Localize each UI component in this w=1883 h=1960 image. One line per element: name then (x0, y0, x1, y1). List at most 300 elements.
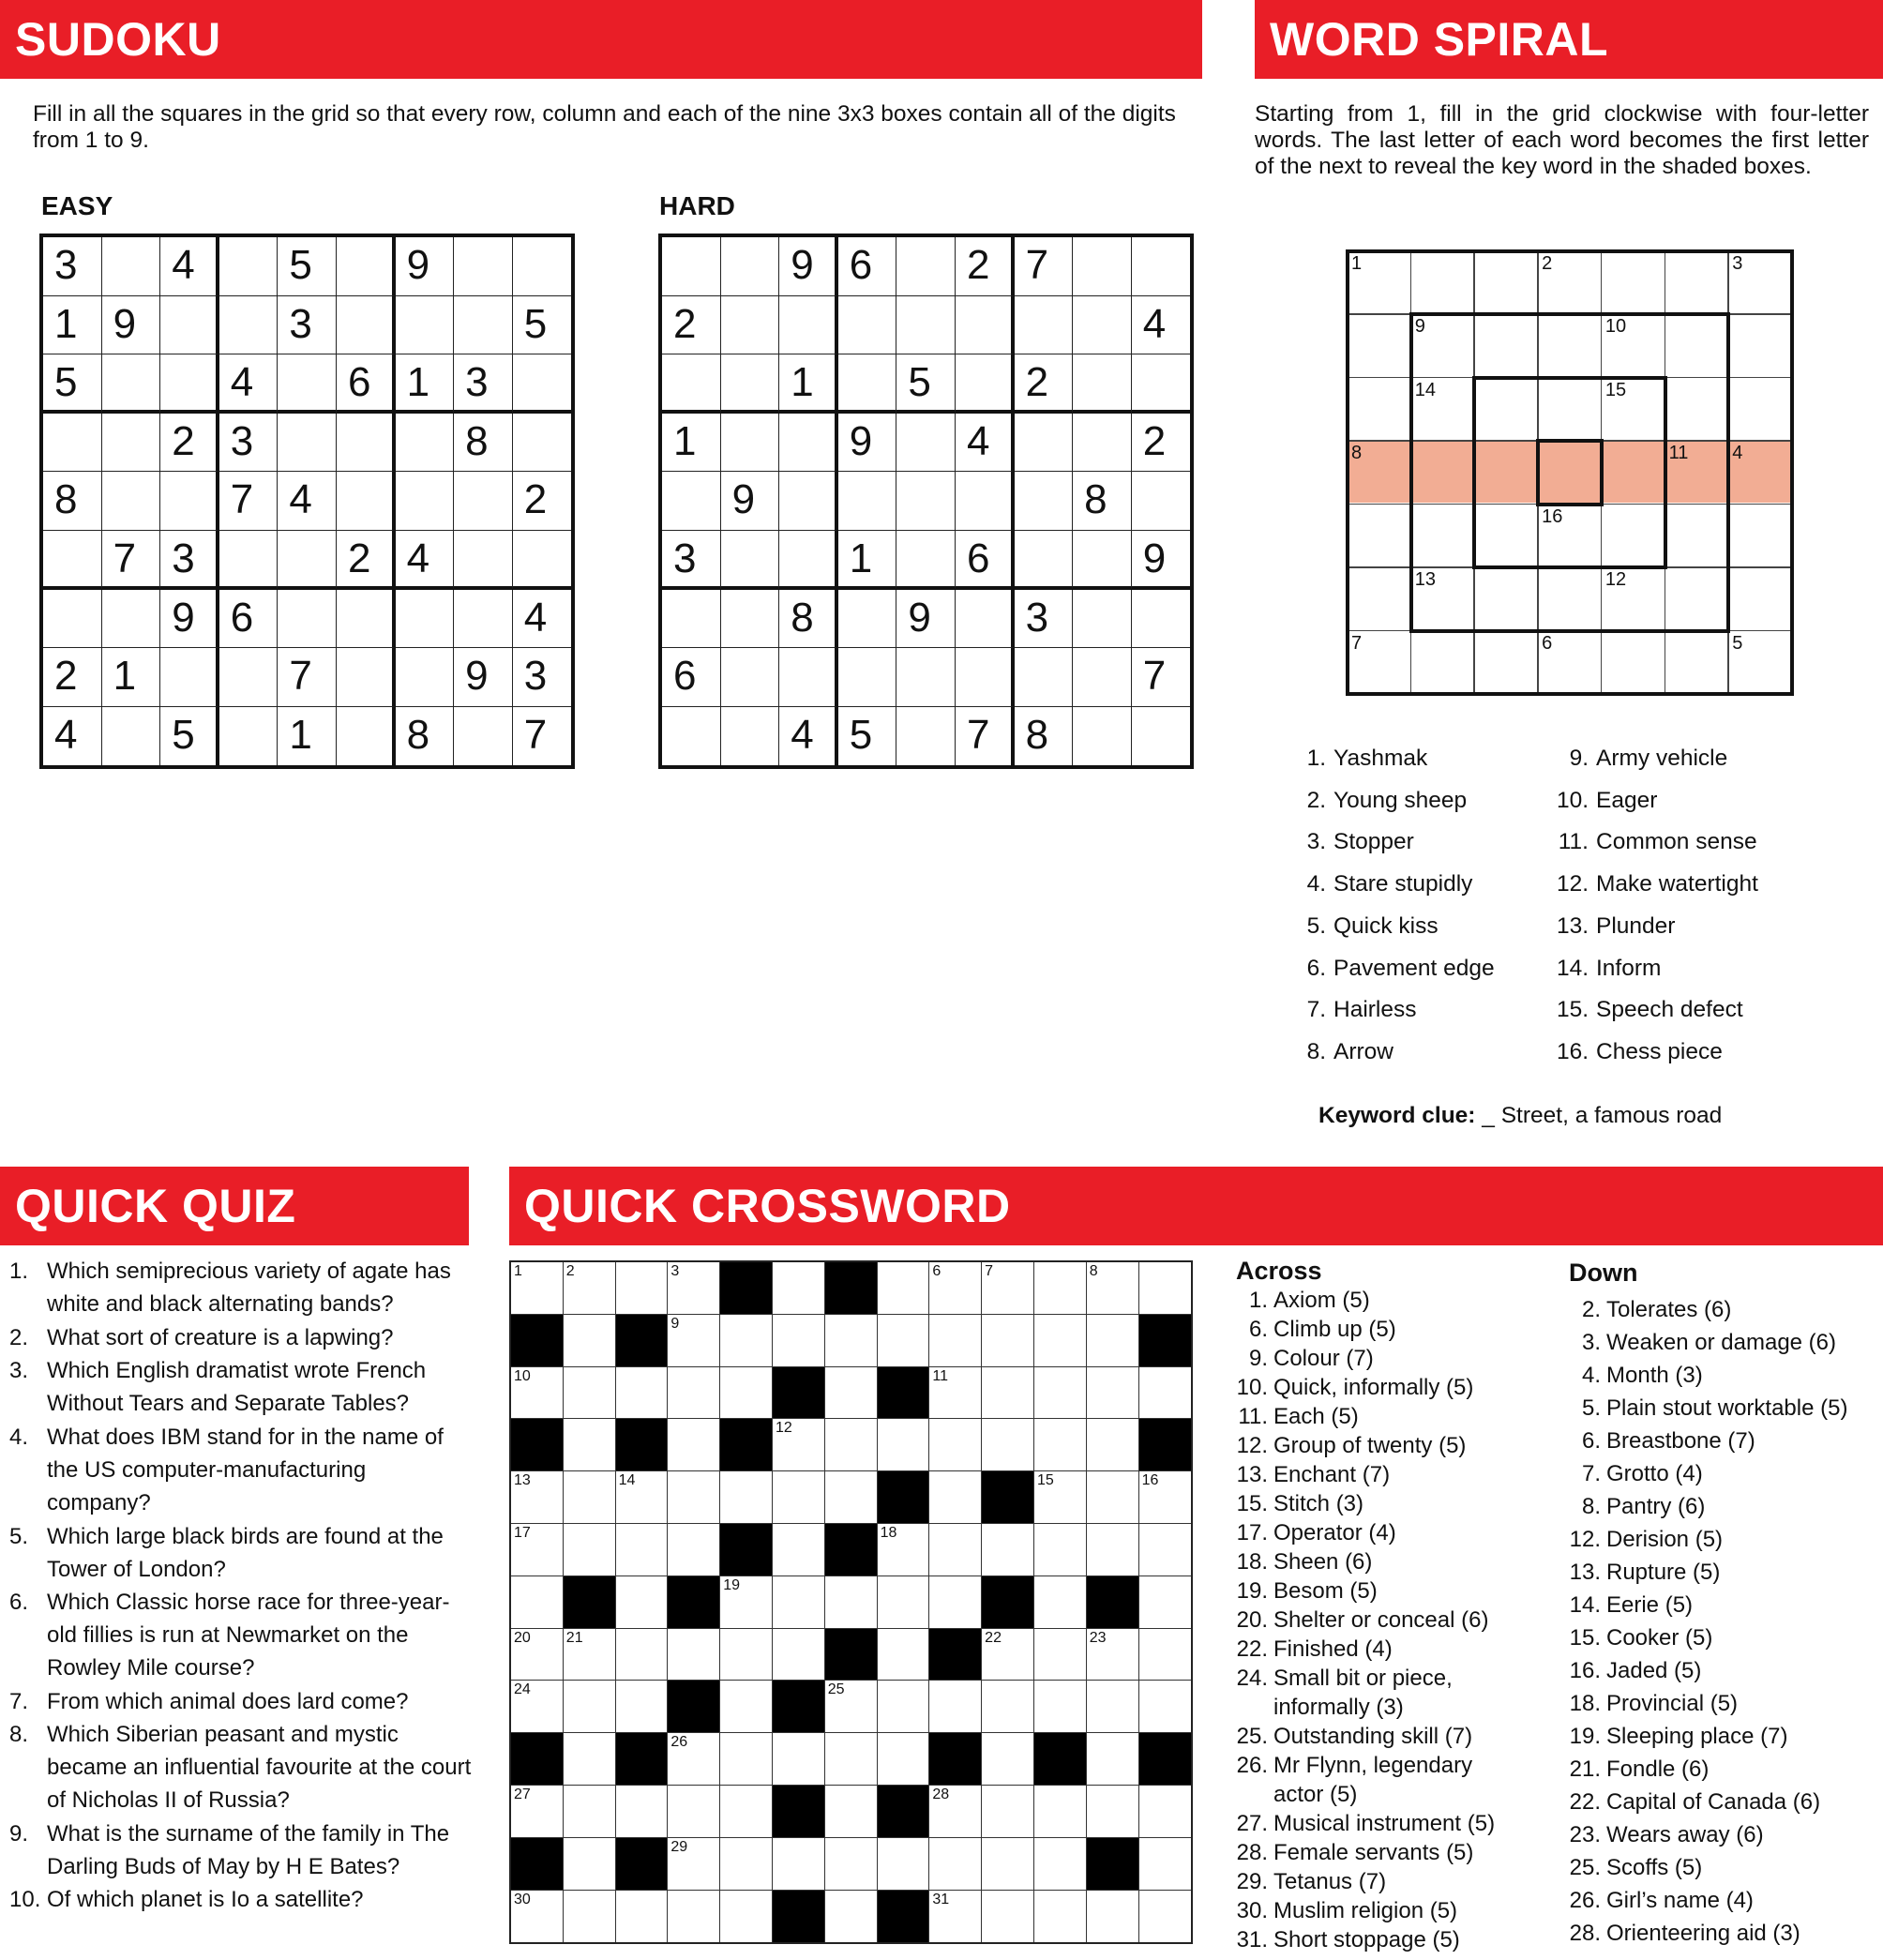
crossword-cell[interactable] (564, 1262, 616, 1315)
crossword-cell[interactable] (720, 1681, 773, 1733)
sudoku-cell[interactable]: 3 (454, 354, 513, 414)
sudoku-cell[interactable] (337, 472, 396, 531)
sudoku-cell[interactable]: 4 (396, 531, 455, 590)
sudoku-cell[interactable] (102, 414, 161, 473)
crossword-cell[interactable] (1034, 1891, 1087, 1943)
sudoku-cell[interactable] (721, 237, 780, 296)
sudoku-cell[interactable] (721, 296, 780, 355)
sudoku-cell[interactable]: 7 (1015, 237, 1074, 296)
sudoku-cell[interactable]: 3 (1015, 590, 1074, 649)
crossword-cell[interactable] (878, 1733, 930, 1786)
sudoku-cell[interactable] (454, 472, 513, 531)
crossword-cell[interactable] (773, 1315, 825, 1367)
sudoku-cell[interactable] (662, 707, 721, 766)
crossword-cell[interactable] (1034, 1629, 1087, 1681)
crossword-cell[interactable] (1087, 1419, 1139, 1471)
sudoku-cell[interactable]: 9 (1132, 531, 1191, 590)
crossword-cell[interactable] (929, 1681, 982, 1733)
sudoku-cell[interactable] (160, 354, 219, 414)
crossword-cell[interactable] (668, 1838, 720, 1891)
sudoku-cell[interactable] (43, 590, 102, 649)
sudoku-cell[interactable]: 2 (662, 296, 721, 355)
sudoku-cell[interactable] (1073, 296, 1132, 355)
crossword-cell[interactable] (1034, 1471, 1087, 1524)
sudoku-cell[interactable]: 6 (838, 237, 897, 296)
crossword-cell[interactable] (878, 1838, 930, 1891)
crossword-cell[interactable] (929, 1262, 982, 1315)
sudoku-cell[interactable]: 5 (278, 237, 337, 296)
sudoku-cell[interactable]: 1 (278, 707, 337, 766)
crossword-cell[interactable] (878, 1524, 930, 1576)
crossword-cell[interactable] (982, 1419, 1034, 1471)
sudoku-cell[interactable] (102, 707, 161, 766)
crossword-cell[interactable] (720, 1576, 773, 1629)
crossword-cell[interactable] (511, 1891, 564, 1943)
crossword-cell[interactable] (773, 1576, 825, 1629)
crossword-cell[interactable] (1139, 1629, 1192, 1681)
crossword-cell[interactable] (511, 1629, 564, 1681)
sudoku-cell[interactable] (396, 296, 455, 355)
sudoku-cell[interactable] (721, 707, 780, 766)
crossword-cell[interactable] (982, 1315, 1034, 1367)
sudoku-cell[interactable] (1073, 354, 1132, 414)
crossword-cell[interactable] (982, 1891, 1034, 1943)
sudoku-cell[interactable] (779, 296, 838, 355)
crossword-cell[interactable] (982, 1681, 1034, 1733)
spiral-input-area[interactable] (1348, 251, 1792, 694)
crossword-cell[interactable] (616, 1576, 669, 1629)
sudoku-cell[interactable]: 3 (160, 531, 219, 590)
crossword-cell[interactable] (720, 1471, 773, 1524)
sudoku-cell[interactable] (896, 414, 956, 473)
crossword-cell[interactable] (929, 1419, 982, 1471)
sudoku-cell[interactable] (43, 531, 102, 590)
crossword-cell[interactable] (878, 1315, 930, 1367)
crossword-cell[interactable] (564, 1524, 616, 1576)
sudoku-cell[interactable] (838, 472, 897, 531)
sudoku-cell[interactable]: 4 (160, 237, 219, 296)
crossword-cell[interactable] (720, 1315, 773, 1367)
crossword-cell[interactable] (616, 1891, 669, 1943)
sudoku-cell[interactable] (896, 531, 956, 590)
crossword-cell[interactable] (929, 1838, 982, 1891)
sudoku-cell[interactable]: 6 (956, 531, 1015, 590)
sudoku-cell[interactable] (1073, 237, 1132, 296)
crossword-cell[interactable] (929, 1786, 982, 1838)
sudoku-cell[interactable]: 3 (43, 237, 102, 296)
crossword-cell[interactable] (564, 1891, 616, 1943)
crossword-cell[interactable] (1087, 1471, 1139, 1524)
crossword-cell[interactable] (616, 1471, 669, 1524)
crossword-cell[interactable] (982, 1262, 1034, 1315)
crossword-cell[interactable] (720, 1733, 773, 1786)
sudoku-cell[interactable]: 7 (1132, 648, 1191, 707)
sudoku-cell[interactable] (219, 296, 279, 355)
crossword-cell[interactable] (564, 1733, 616, 1786)
crossword-cell[interactable] (878, 1681, 930, 1733)
sudoku-cell[interactable] (160, 472, 219, 531)
sudoku-cell[interactable] (43, 414, 102, 473)
sudoku-cell[interactable]: 1 (779, 354, 838, 414)
sudoku-cell[interactable]: 3 (278, 296, 337, 355)
crossword-cell[interactable] (929, 1471, 982, 1524)
sudoku-cell[interactable] (337, 707, 396, 766)
crossword-cell[interactable] (982, 1629, 1034, 1681)
sudoku-cell[interactable]: 9 (396, 237, 455, 296)
sudoku-cell[interactable] (337, 296, 396, 355)
crossword-cell[interactable] (982, 1524, 1034, 1576)
sudoku-cell[interactable] (1015, 472, 1074, 531)
sudoku-cell[interactable] (337, 648, 396, 707)
crossword-cell[interactable] (825, 1576, 878, 1629)
crossword-cell[interactable] (982, 1367, 1034, 1420)
crossword-cell[interactable] (825, 1733, 878, 1786)
crossword-cell[interactable] (1034, 1367, 1087, 1420)
sudoku-cell[interactable] (662, 354, 721, 414)
sudoku-cell[interactable] (454, 531, 513, 590)
crossword-cell[interactable] (668, 1629, 720, 1681)
crossword-cell[interactable] (564, 1471, 616, 1524)
sudoku-cell[interactable] (662, 237, 721, 296)
sudoku-cell[interactable] (102, 590, 161, 649)
sudoku-cell[interactable]: 5 (896, 354, 956, 414)
crossword-cell[interactable] (616, 1367, 669, 1420)
sudoku-cell[interactable]: 4 (956, 414, 1015, 473)
crossword-cell[interactable] (878, 1576, 930, 1629)
crossword-cell[interactable] (929, 1576, 982, 1629)
sudoku-cell[interactable] (1073, 414, 1132, 473)
sudoku-cell[interactable]: 9 (779, 237, 838, 296)
sudoku-cell[interactable] (956, 590, 1015, 649)
sudoku-cell[interactable] (662, 472, 721, 531)
crossword-cell[interactable] (564, 1315, 616, 1367)
sudoku-cell[interactable] (219, 531, 279, 590)
sudoku-cell[interactable] (1132, 590, 1191, 649)
crossword-cell[interactable] (1087, 1367, 1139, 1420)
sudoku-cell[interactable]: 9 (896, 590, 956, 649)
crossword-cell[interactable] (1034, 1315, 1087, 1367)
sudoku-cell[interactable] (219, 237, 279, 296)
crossword-cell[interactable] (1139, 1524, 1192, 1576)
crossword-cell[interactable] (720, 1891, 773, 1943)
sudoku-cell[interactable]: 8 (396, 707, 455, 766)
crossword-cell[interactable] (773, 1629, 825, 1681)
crossword-cell[interactable] (720, 1786, 773, 1838)
crossword-cell[interactable] (1139, 1786, 1192, 1838)
crossword-cell[interactable] (929, 1524, 982, 1576)
sudoku-cell[interactable] (896, 237, 956, 296)
sudoku-cell[interactable]: 3 (662, 531, 721, 590)
sudoku-cell[interactable] (779, 648, 838, 707)
sudoku-cell[interactable]: 8 (779, 590, 838, 649)
crossword-cell[interactable] (668, 1786, 720, 1838)
sudoku-cell[interactable] (896, 296, 956, 355)
sudoku-cell[interactable]: 5 (838, 707, 897, 766)
sudoku-cell[interactable]: 3 (513, 648, 572, 707)
sudoku-cell[interactable]: 3 (219, 414, 279, 473)
crossword-cell[interactable] (1034, 1576, 1087, 1629)
clue-text: Shelter or conceal (6) (1273, 1607, 1489, 1633)
crossword-cell[interactable] (1087, 1891, 1139, 1943)
sudoku-cell[interactable] (721, 414, 780, 473)
crossword-cell[interactable] (1034, 1838, 1087, 1891)
sudoku-cell[interactable]: 1 (43, 296, 102, 355)
sudoku-cell[interactable]: 4 (278, 472, 337, 531)
crossword-cell[interactable] (564, 1629, 616, 1681)
sudoku-cell[interactable] (956, 296, 1015, 355)
sudoku-cell[interactable]: 9 (721, 472, 780, 531)
sudoku-cell[interactable] (1015, 531, 1074, 590)
crossword-cell[interactable] (564, 1681, 616, 1733)
crossword-cell[interactable] (668, 1419, 720, 1471)
sudoku-cell[interactable] (278, 354, 337, 414)
crossword-cell[interactable] (668, 1367, 720, 1420)
sudoku-cell[interactable]: 8 (43, 472, 102, 531)
sudoku-cell[interactable]: 1 (102, 648, 161, 707)
sudoku-cell[interactable] (160, 296, 219, 355)
sudoku-cell[interactable]: 1 (662, 414, 721, 473)
sudoku-cell[interactable] (896, 707, 956, 766)
crossword-cell[interactable] (825, 1419, 878, 1471)
crossword-cell[interactable] (982, 1786, 1034, 1838)
crossword-cell[interactable] (929, 1891, 982, 1943)
sudoku-cell[interactable]: 8 (454, 414, 513, 473)
sudoku-cell[interactable]: 9 (160, 590, 219, 649)
sudoku-cell[interactable] (278, 531, 337, 590)
sudoku-cell[interactable] (1132, 707, 1191, 766)
crossword-cell[interactable] (1087, 1262, 1139, 1315)
crossword-cell[interactable] (982, 1838, 1034, 1891)
crossword-cell[interactable] (773, 1733, 825, 1786)
sudoku-cell[interactable]: 2 (337, 531, 396, 590)
crossword-cell[interactable] (929, 1367, 982, 1420)
sudoku-cell[interactable]: 2 (1015, 354, 1074, 414)
sudoku-cell[interactable]: 8 (1015, 707, 1074, 766)
sudoku-cell[interactable]: 6 (337, 354, 396, 414)
sudoku-cell[interactable] (513, 414, 572, 473)
crossword-cell[interactable] (878, 1262, 930, 1315)
crossword-cell[interactable] (1087, 1524, 1139, 1576)
sudoku-cell[interactable] (278, 414, 337, 473)
sudoku-cell[interactable] (337, 590, 396, 649)
sudoku-cell[interactable]: 2 (956, 237, 1015, 296)
sudoku-cell[interactable]: 7 (523, 711, 548, 758)
crossword-cell[interactable] (825, 1681, 878, 1733)
sudoku-cell[interactable]: 2 (43, 648, 102, 707)
crossword-cell[interactable] (616, 1262, 669, 1315)
sudoku-cell[interactable] (779, 531, 838, 590)
sudoku-cell[interactable] (1073, 531, 1132, 590)
crossword-cell[interactable] (1139, 1262, 1192, 1315)
crossword-cell[interactable] (511, 1524, 564, 1576)
crossword-cell[interactable] (564, 1419, 616, 1471)
sudoku-cell[interactable]: 1 (838, 531, 897, 590)
sudoku-cell[interactable]: 9 (102, 296, 161, 355)
sudoku-cell[interactable] (396, 414, 455, 473)
sudoku-cell[interactable] (396, 472, 455, 531)
crossword-cell[interactable] (773, 1838, 825, 1891)
crossword-cell[interactable] (1139, 1576, 1192, 1629)
sudoku-cell[interactable]: 1 (396, 354, 455, 414)
sudoku-cell[interactable] (838, 354, 897, 414)
crossword-cell[interactable] (825, 1367, 878, 1420)
crossword-cell[interactable] (511, 1367, 564, 1420)
crossword-cell[interactable] (1087, 1786, 1139, 1838)
sudoku-cell[interactable] (454, 237, 513, 296)
sudoku-cell[interactable]: 5 (513, 296, 572, 355)
crossword-cell[interactable] (668, 1733, 720, 1786)
sudoku-cell[interactable]: 7 (956, 707, 1015, 766)
sudoku-cell[interactable]: 7 (278, 648, 337, 707)
crossword-cell[interactable] (1139, 1471, 1192, 1524)
sudoku-cell[interactable]: 9 (838, 414, 897, 473)
sudoku-cell[interactable]: 5 (43, 354, 102, 414)
sudoku-cell[interactable] (513, 354, 572, 414)
crossword-cell[interactable] (616, 1786, 669, 1838)
sudoku-cell[interactable]: 2 (160, 414, 219, 473)
sudoku-cell[interactable]: 4 (779, 707, 838, 766)
crossword-cell[interactable] (720, 1629, 773, 1681)
sudoku-cell[interactable] (1015, 296, 1074, 355)
sudoku-cell[interactable] (896, 472, 956, 531)
sudoku-cell[interactable] (454, 296, 513, 355)
sudoku-cell[interactable] (454, 590, 513, 649)
crossword-cell[interactable] (511, 1262, 564, 1315)
crossword-cell[interactable] (720, 1838, 773, 1891)
sudoku-cell[interactable] (1132, 472, 1191, 531)
crossword-cell[interactable] (564, 1367, 616, 1420)
crossword-cell[interactable] (1034, 1681, 1087, 1733)
sudoku-cell[interactable]: 7 (219, 472, 279, 531)
sudoku-cell[interactable]: 9 (454, 648, 513, 707)
crossword-cell[interactable] (1139, 1367, 1192, 1420)
crossword-cell[interactable] (773, 1419, 825, 1471)
crossword-cell[interactable] (878, 1419, 930, 1471)
sudoku-cell[interactable] (102, 472, 161, 531)
crossword-cell[interactable] (720, 1367, 773, 1420)
crossword-clue (1569, 1884, 1883, 1917)
crossword-cell[interactable] (1139, 1681, 1192, 1733)
sudoku-cell[interactable] (396, 590, 455, 649)
sudoku-cell[interactable] (779, 414, 838, 473)
crossword-cell[interactable] (564, 1838, 616, 1891)
sudoku-cell[interactable] (1132, 237, 1191, 296)
sudoku-cell[interactable] (721, 590, 780, 649)
crossword-cell[interactable] (1087, 1629, 1139, 1681)
crossword-cell[interactable] (511, 1786, 564, 1838)
crossword-cell[interactable] (773, 1471, 825, 1524)
sudoku-cell[interactable] (662, 590, 721, 649)
sudoku-cell[interactable] (513, 237, 572, 296)
crossword-cell[interactable] (825, 1838, 878, 1891)
clue-number: 7. (1306, 997, 1326, 1023)
crossword-cell[interactable] (825, 1786, 878, 1838)
crossword-cell[interactable] (511, 1681, 564, 1733)
crossword-cell[interactable] (825, 1891, 878, 1943)
sudoku-cell[interactable] (278, 590, 337, 649)
sudoku-cell[interactable]: 4 (513, 590, 572, 649)
sudoku-cell[interactable] (1015, 648, 1074, 707)
crossword-cell[interactable] (564, 1786, 616, 1838)
sudoku-cell[interactable] (1132, 354, 1191, 414)
sudoku-cell[interactable]: 2 (1132, 414, 1191, 473)
sudoku-cell[interactable] (454, 707, 513, 766)
sudoku-cell[interactable] (838, 296, 897, 355)
sudoku-cell[interactable] (160, 648, 219, 707)
sudoku-cell[interactable] (102, 354, 161, 414)
sudoku-cell[interactable] (956, 472, 1015, 531)
sudoku-cell[interactable] (102, 237, 161, 296)
sudoku-cell[interactable] (1073, 648, 1132, 707)
crossword-cell[interactable] (668, 1524, 720, 1576)
sudoku-cell[interactable] (956, 354, 1015, 414)
crossword-cell[interactable] (668, 1891, 720, 1943)
sudoku-cell[interactable] (896, 648, 956, 707)
crossword-cell[interactable] (825, 1471, 878, 1524)
crossword-cell[interactable] (825, 1315, 878, 1367)
crossword-cell[interactable] (1087, 1315, 1139, 1367)
crossword-cell[interactable] (616, 1629, 669, 1681)
sudoku-cell[interactable]: 4 (1132, 296, 1191, 355)
crossword-cell[interactable] (1034, 1419, 1087, 1471)
sudoku-cell[interactable]: 7 (102, 531, 161, 590)
crossword-cell[interactable] (878, 1629, 930, 1681)
sudoku-cell[interactable] (956, 648, 1015, 707)
sudoku-cell[interactable] (1073, 707, 1132, 766)
crossword-cell[interactable] (773, 1524, 825, 1576)
sudoku-cell[interactable] (721, 354, 780, 414)
crossword-cell[interactable] (929, 1315, 982, 1367)
sudoku-cell[interactable] (838, 648, 897, 707)
crossword-cell[interactable] (982, 1733, 1034, 1786)
sudoku-cell[interactable]: 4 (43, 707, 102, 766)
crossword-cell[interactable] (1087, 1681, 1139, 1733)
crossword-cell[interactable] (1034, 1262, 1087, 1315)
sudoku-cell[interactable] (219, 648, 279, 707)
crossword-cell[interactable] (616, 1681, 669, 1733)
sudoku-cell[interactable] (337, 237, 396, 296)
sudoku-cell[interactable]: 5 (160, 707, 219, 766)
crossword-cell[interactable] (668, 1315, 720, 1367)
sudoku-cell[interactable]: 2 (513, 472, 572, 531)
crossword-cell[interactable] (668, 1471, 720, 1524)
sudoku-cell[interactable] (721, 648, 780, 707)
sudoku-cell[interactable]: 8 (1073, 472, 1132, 531)
crossword-cell[interactable] (1087, 1733, 1139, 1786)
sudoku-cell[interactable]: 4 (219, 354, 279, 414)
sudoku-cell[interactable] (396, 648, 455, 707)
crossword-cell[interactable] (1139, 1891, 1192, 1943)
sudoku-cell[interactable]: 6 (662, 648, 721, 707)
crossword-cell[interactable] (773, 1262, 825, 1315)
crossword-cell[interactable] (511, 1576, 564, 1629)
crossword-cell[interactable] (1034, 1786, 1087, 1838)
sudoku-cell[interactable] (721, 531, 780, 590)
sudoku-cell[interactable] (1015, 414, 1074, 473)
crossword-cell[interactable] (1139, 1838, 1192, 1891)
sudoku-cell[interactable]: 6 (219, 590, 279, 649)
crossword-cell[interactable] (616, 1524, 669, 1576)
sudoku-cell[interactable] (219, 707, 279, 766)
sudoku-cell[interactable] (337, 414, 396, 473)
sudoku-cell[interactable] (779, 472, 838, 531)
crossword-cell[interactable] (1034, 1524, 1087, 1576)
sudoku-cell[interactable] (1073, 590, 1132, 649)
sudoku-cell[interactable] (838, 590, 897, 649)
crossword-cell[interactable] (511, 1471, 564, 1524)
sudoku-cell[interactable] (513, 531, 572, 590)
crossword-cell[interactable] (668, 1262, 720, 1315)
